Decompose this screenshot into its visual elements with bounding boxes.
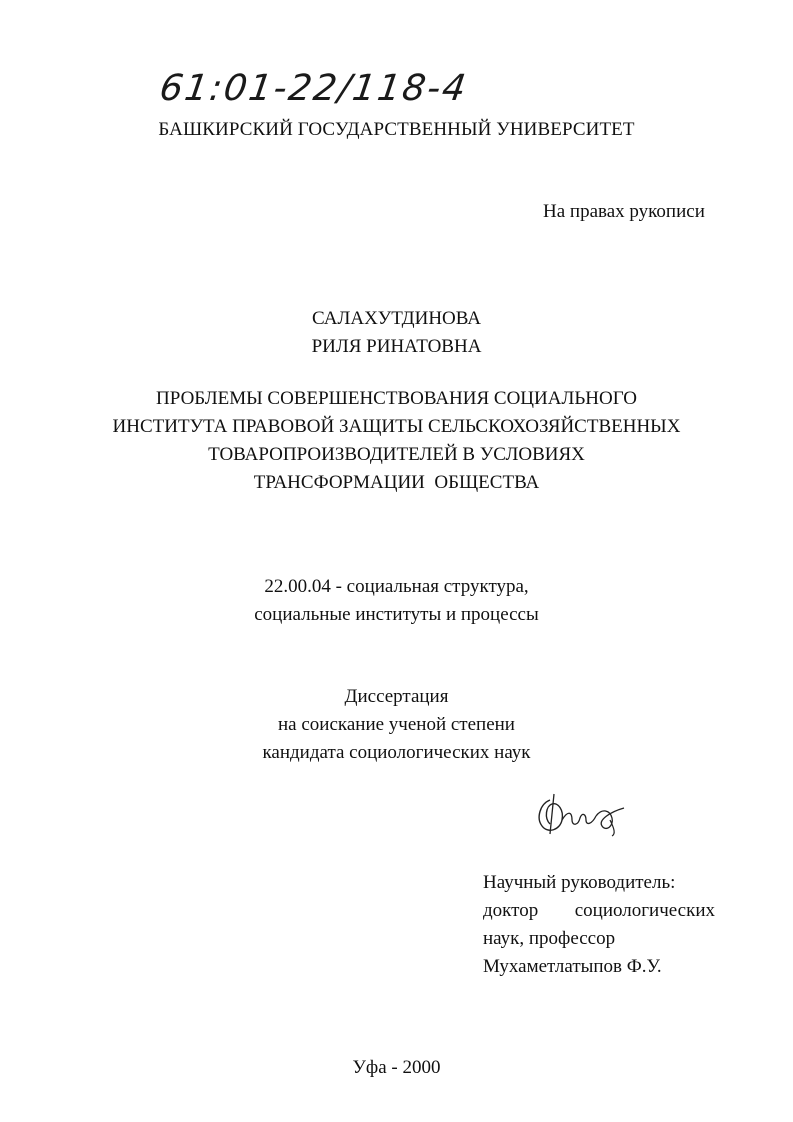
specialty: [0, 573, 793, 629]
specialty-line: 22.00.04 - социальная структура,: [264, 576, 529, 597]
supervisor-degree: [483, 897, 715, 925]
handwritten-archive-number: 61:01-22/118-4: [157, 68, 471, 109]
degree-word: доктор: [483, 900, 539, 921]
author-surname: САЛАХУТДИНОВА: [312, 308, 481, 329]
scientific-supervisor: [483, 869, 715, 981]
degree-line: кандидата социологических наук: [262, 742, 531, 763]
supervisor-rank: наук, профессор: [483, 928, 616, 949]
degree-word: социологических: [574, 900, 715, 921]
supervisor-name: Мухаметлатыпов Ф.У.: [483, 956, 662, 977]
title-line: ПРОБЛЕМЫ СОВЕРШЕНСТВОВАНИЯ СОЦИАЛЬНОГО: [156, 388, 637, 409]
degree-statement: [0, 683, 793, 767]
supervisor-label: Научный руководитель:: [483, 872, 676, 893]
title-line: ТРАНСФОРМАЦИИ ОБЩЕСТВА: [253, 472, 540, 493]
specialty-line: социальные институты и процессы: [254, 604, 539, 625]
title-line: ИНСТИТУТА ПРАВОВОЙ ЗАЩИТЫ СЕЛЬСКОХОЗЯЙСТВЕННЫХ: [112, 416, 681, 437]
university-name: БАШКИРСКИЙ ГОСУДАРСТВЕННЫЙ УНИВЕРСИТЕТ: [158, 119, 635, 140]
degree-line: Диссертация: [344, 686, 449, 707]
title-line: ТОВАРОПРОИЗВОДИТЕЛЕЙ В УСЛОВИЯХ: [208, 444, 585, 465]
dissertation-title: [0, 385, 793, 497]
author-name: РИЛЯ РИНАТОВНА: [311, 336, 482, 357]
signature-icon: [532, 790, 637, 838]
manuscript-rights-note: На правах рукописи: [543, 201, 705, 222]
degree-line: на соискание ученой степени: [278, 714, 515, 735]
city-year: Уфа - 2000: [352, 1057, 441, 1078]
